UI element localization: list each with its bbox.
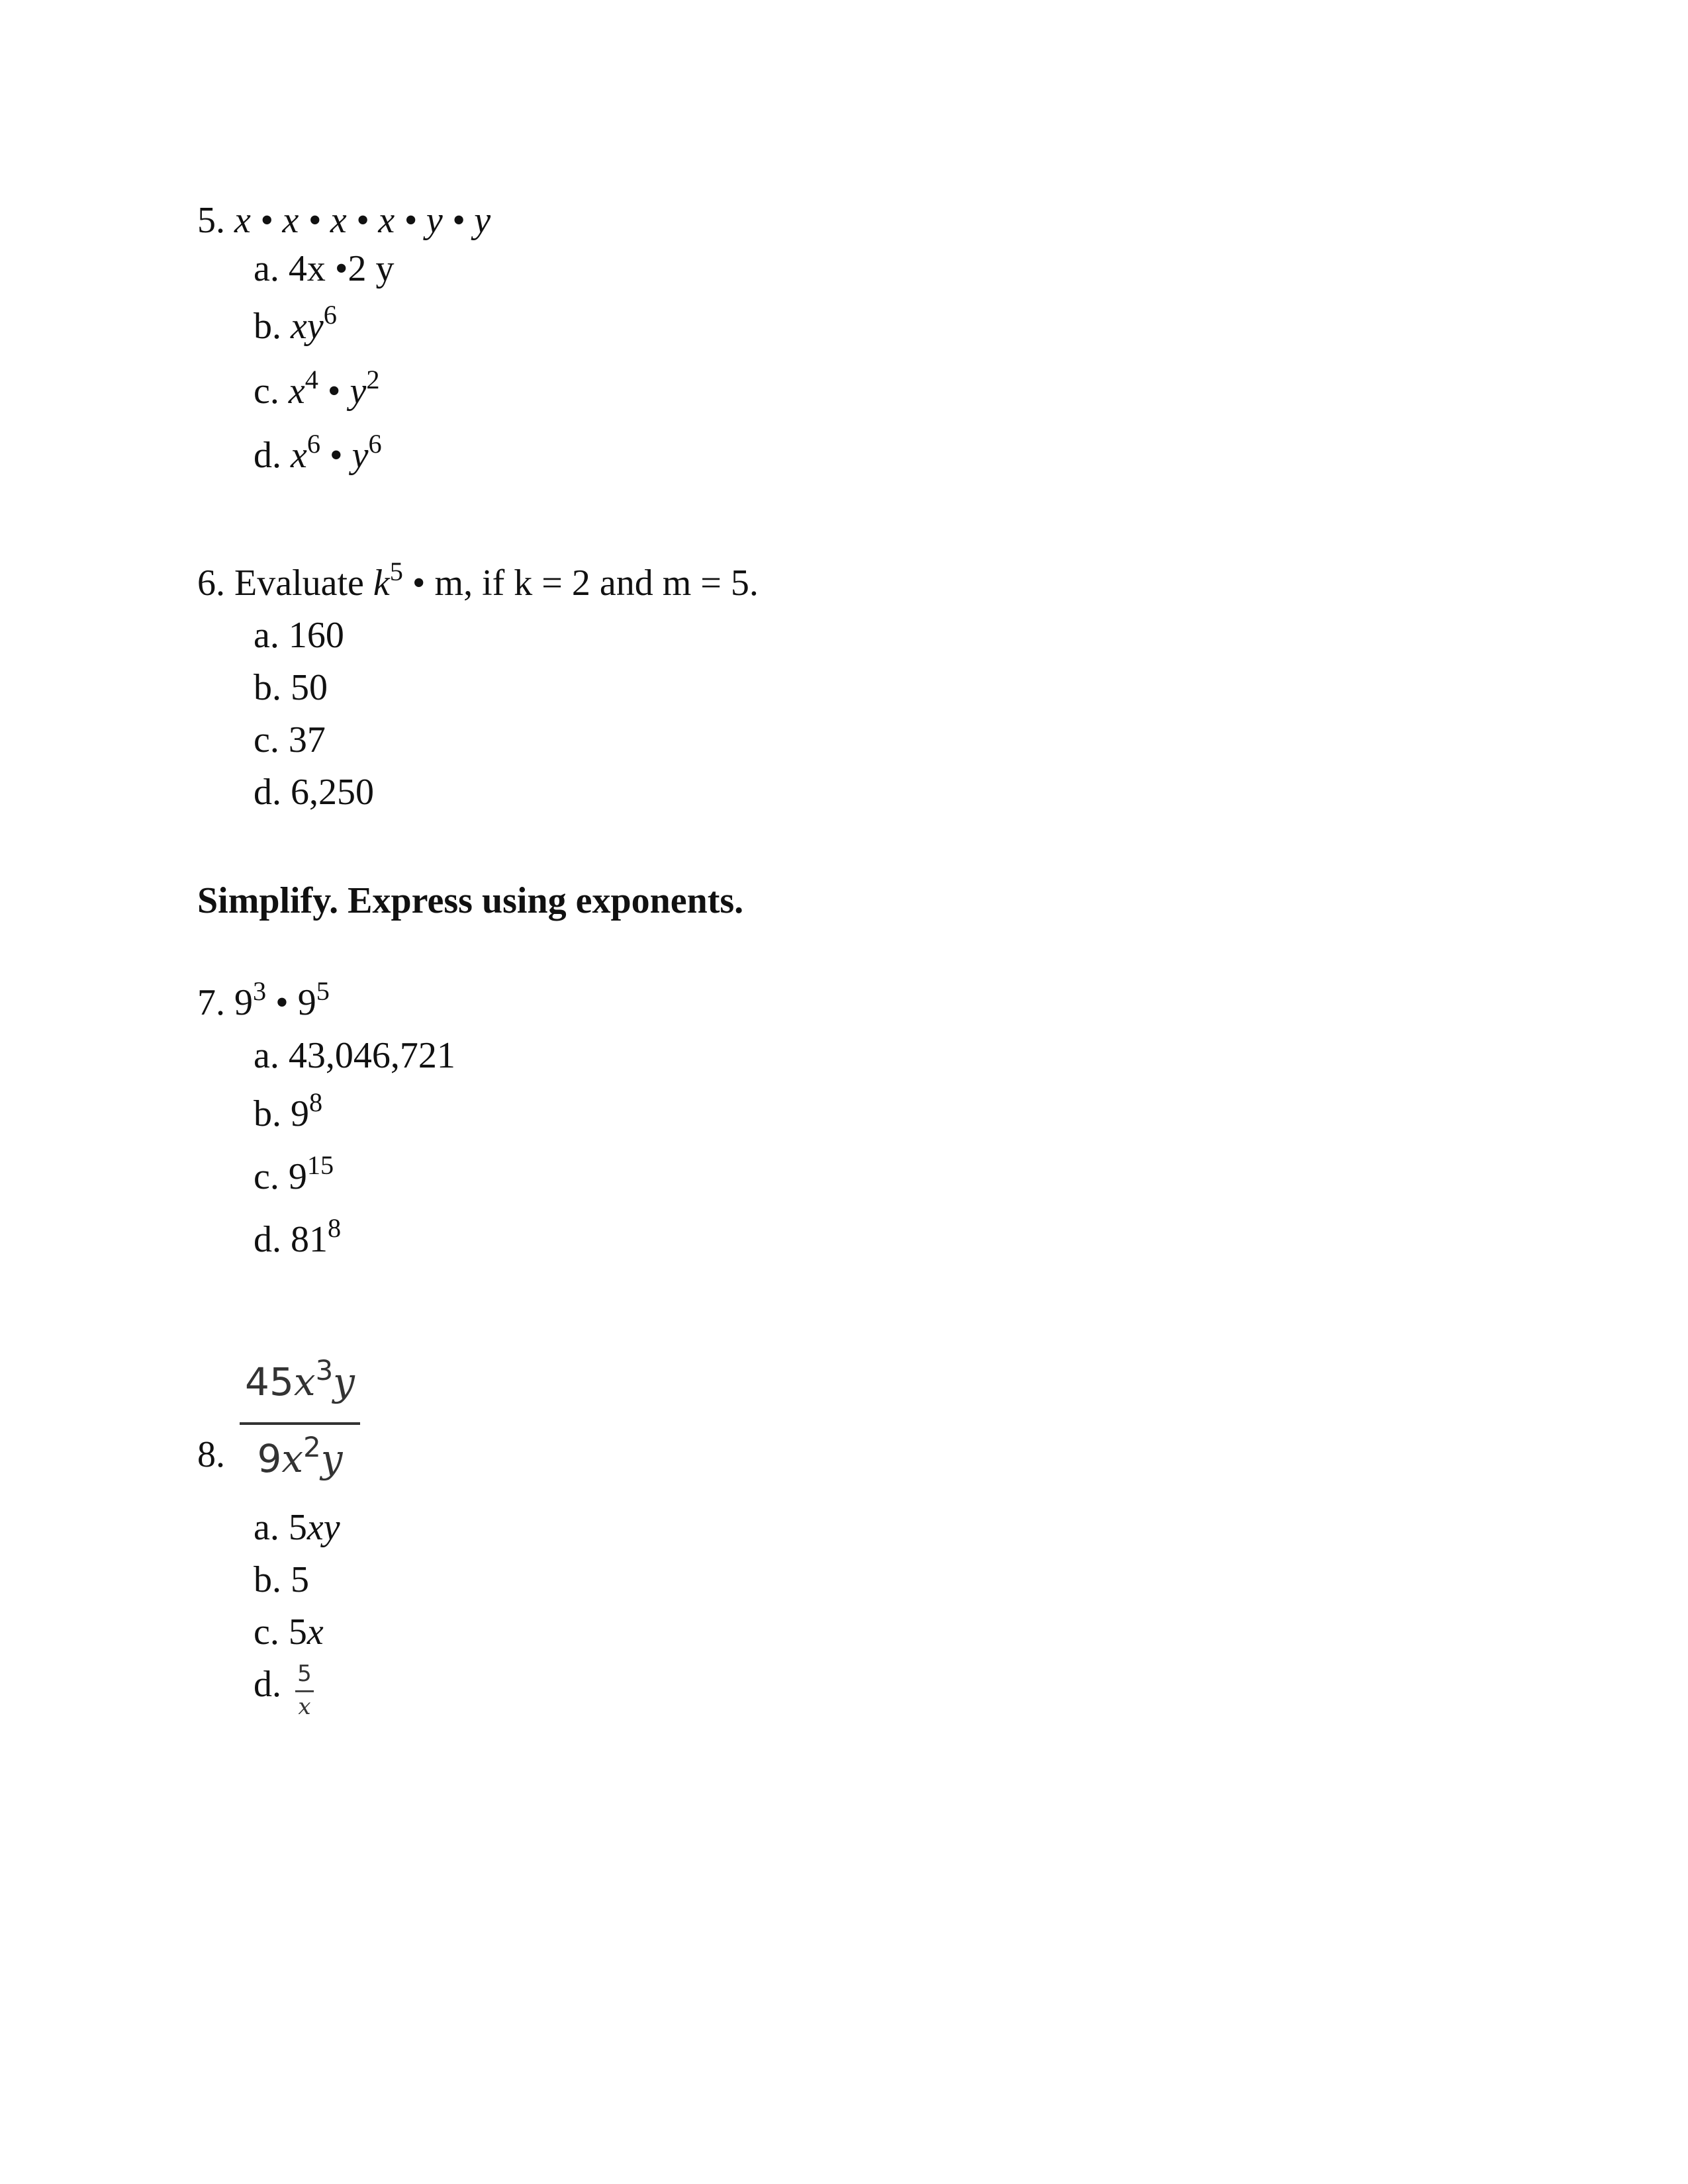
q8-option-a[interactable]: a. 5xy [254,1507,340,1548]
fraction-expression [237,1353,363,1486]
fraction-denominator: $9x^2y$ [257,1431,343,1481]
q6-option-b[interactable]: b. 50 [254,667,328,708]
option-d-fraction: 5 x [291,1661,318,1734]
q6-option-d[interactable]: d. 6,250 [254,772,374,813]
question-condition: • m, if k = 2 and m = 5. [402,563,759,604]
q5-option-c[interactable]: c. $x^4$ • $y^2$ [254,364,380,412]
q6-option-c[interactable]: c. 37 [254,719,326,760]
question-8-number: 8. [197,1434,225,1475]
q7-option-b[interactable]: b. $9^8$ [254,1087,323,1134]
question-number: 6. [197,563,225,604]
q7-option-a[interactable]: a. 43,046,721 [254,1035,455,1076]
option-text: 4x •2 y [288,248,395,289]
question-number: 7. [197,982,225,1023]
q7-option-d[interactable]: d. $81^8$ [254,1212,342,1260]
question-5 [197,202,491,239]
question-6: 6. Evaluate $k^5$ • m, if k = 2 and m = 5. [197,556,759,604]
fraction-bar [240,1422,360,1425]
q5-option-d[interactable]: d. $x^6$ • $y^6$ [254,428,382,476]
question-7: 7. $9^3$ • $9^5$ [197,976,330,1023]
q8-option-b[interactable]: b. 5 [254,1559,309,1600]
q6-option-a[interactable]: a. 160 [254,615,344,656]
q5-option-a[interactable]: a. 4x •2 y [254,248,395,289]
q5-option-b[interactable]: b. $xy^6$ [254,299,337,347]
question-expression: x • x • x • x • y • y [234,200,491,241]
q7-option-c[interactable]: c. $9^{15}$ [254,1150,334,1197]
fraction-numerator: $45x^3y$ [245,1354,355,1404]
question-number: 5. [197,200,225,241]
q8-option-c[interactable]: c. 5x [254,1612,324,1653]
q8-option-d[interactable]: d. [254,1664,281,1705]
section-heading: Simplify. Express using exponents. [197,880,744,921]
